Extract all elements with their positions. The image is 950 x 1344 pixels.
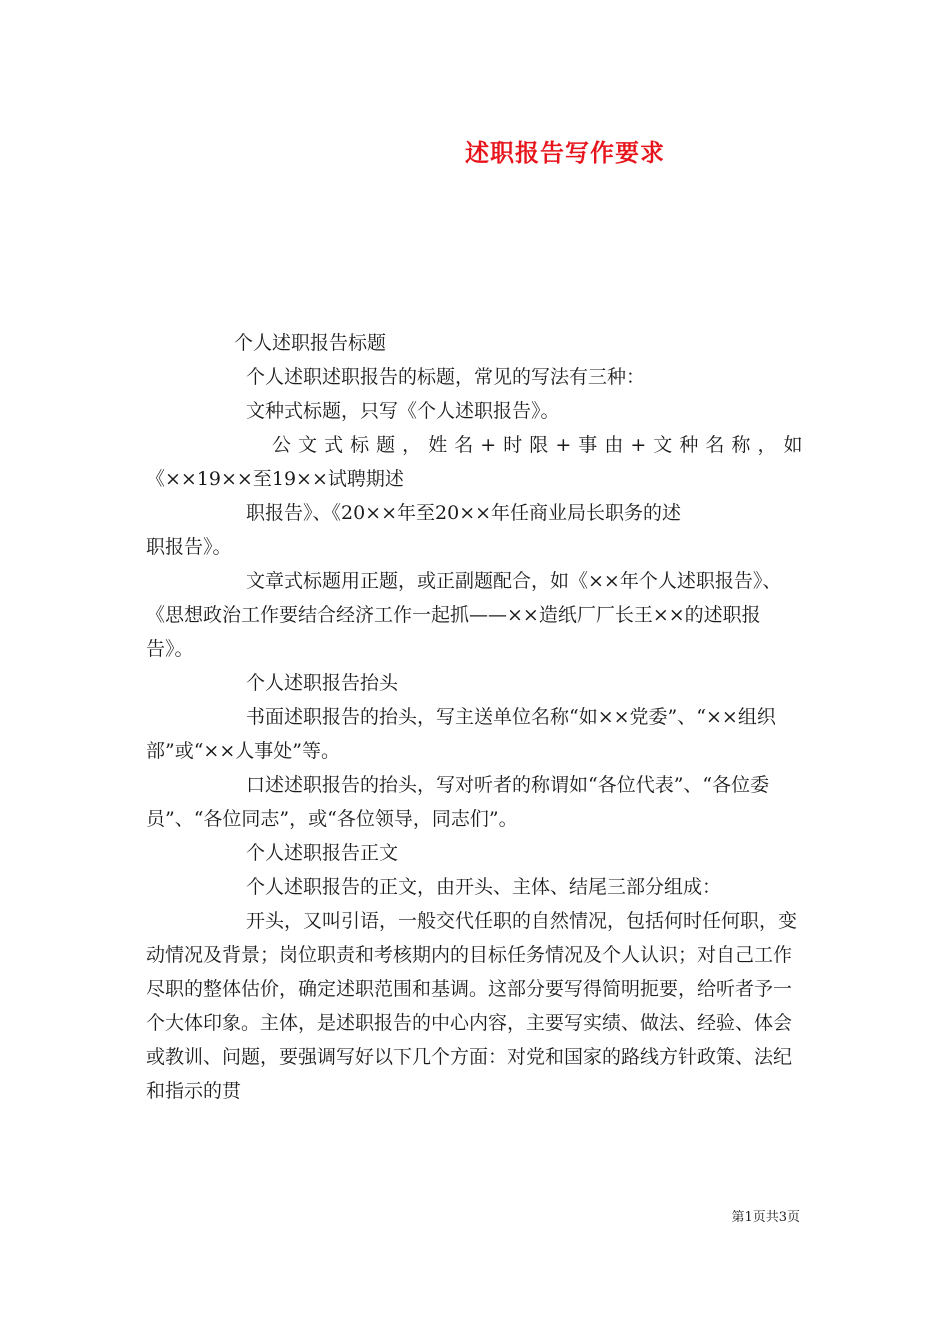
paragraph: 个人述职报告的正文，由开头、主体、结尾三部分组成： xyxy=(246,876,722,898)
paragraph: 职报告》。 xyxy=(146,536,232,558)
paragraph: 文种式标题，只写《个人述职报告》。 xyxy=(246,400,560,422)
paragraph: 公文式标题，姓名+时限+事由+文种名称，如 xyxy=(272,434,808,456)
section-heading-title: 个人述职报告标题 xyxy=(234,332,387,354)
document-title: 述职报告写作要求 xyxy=(465,138,665,167)
paragraph: 个人述职述职报告的标题，常见的写法有三种： xyxy=(246,366,646,388)
paragraph: 职报告》、《20××年至20××年任商业局长职务的述 xyxy=(246,502,682,524)
section-heading-salutation: 个人述职报告抬头 xyxy=(246,672,399,694)
paragraph: 书面述职报告的抬头，写主送单位名称“如××党委”、“××组织部”或“××人事处”等。 xyxy=(146,706,776,762)
paragraph: 文章式标题用正题，或正副题配合，如《××年个人述职报告》、《思想政治工作要结合经济工作一起抓——××造纸厂厂长王××的述职报告》。 xyxy=(146,570,782,660)
document-body xyxy=(146,326,808,1108)
paragraph: 开头，又叫引语，一般交代任职的自然情况，包括何时任何职，变动情况及背景；岗位职责和考核期内的目标任务情况及个人认识；对自己工作尽职的整体估价，确定述职范围和基调。这部分要写得简明扼要，给听者予一个大体印象。主体，是述职报告的中心内容，主要写实绩、做法、经验、体会或教训、问题，要强调写好以下几个方面：对党和国家的路线方针政策、法纪和指示的贯 xyxy=(146,910,798,1102)
page-number: 第1页共3页 xyxy=(731,1210,800,1225)
paragraph: 口述述职报告的抬头，写对听者的称谓如“各位代表”、“各位委员”、“各位同志”，或“各位领导，同志们”。 xyxy=(146,774,770,830)
section-heading-body: 个人述职报告正文 xyxy=(246,842,399,864)
paragraph: 《××19××至19××试聘期述 xyxy=(146,468,404,490)
